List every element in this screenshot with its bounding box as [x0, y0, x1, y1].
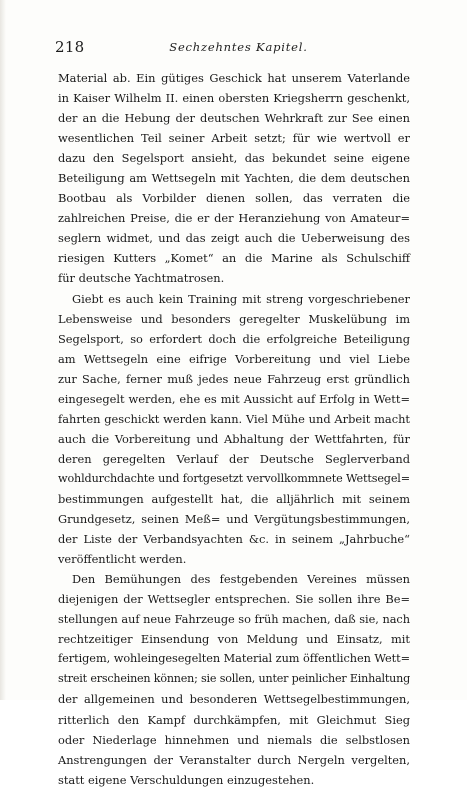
page-number: 218	[55, 38, 85, 56]
text-line: Grundgesetz, seinen Meß= und Vergütungsbestimmungen,	[58, 512, 410, 527]
text-line: fertigem, wohleingesegelten Material zum öffentlichen Wett=	[58, 652, 410, 666]
body-text	[58, 68, 410, 790]
text-line: der Liste der Verbandsyachten &c. in seinem „Jahrbuche“	[58, 532, 410, 547]
text-line: Segelsport, so erfordert doch die erfolgreiche Beteiligung	[58, 331, 410, 346]
text-line: Beteiligung am Wettsegeln mit Yachten, die dem deutschen	[58, 171, 410, 186]
text-line: statt eigene Verschuldungen einzugestehen.	[58, 772, 315, 787]
text-line: dazu den Segelsport ansieht, das bekundet seine eigene	[58, 151, 410, 166]
paragraph	[58, 569, 410, 790]
text-line: Lebensweise und besonders geregelter Muskelübung im	[58, 311, 410, 326]
text-line: stellungen auf neue Fahrzeuge so früh machen, daß sie, nach	[58, 612, 410, 627]
text-line: bestimmungen aufgestellt hat, die alljährlich mit seinem	[58, 491, 410, 506]
text-line: ritterlich den Kampf durchkämpfen, mit Gleichmut Sieg	[58, 712, 410, 727]
text-line: wohldurchdachte und fortgesetzt vervollkommnete Wettsegel=	[58, 471, 410, 485]
text-line: Material ab. Ein gütiges Geschick hat unserem Vaterlande	[58, 71, 410, 85]
text-line: der allgemeinen und besonderen Wettsegelbestimmungen,	[58, 692, 410, 707]
text-line: diejenigen der Wettsegler entsprechen. Sie sollen ihre Be=	[58, 592, 410, 607]
text-line: Den Bemühungen des festgebenden Vereines müssen	[72, 572, 410, 587]
text-line: auch die Vorbereitung und Abhaltung der Wettfahrten, für	[58, 431, 410, 446]
text-line: zahlreichen Preise, die er der Heranziehung von Amateur=	[58, 211, 410, 226]
text-line: Anstrengungen der Veranstalter durch Nergeln vergelten,	[58, 752, 410, 767]
text-line: rechtzeitiger Einsendung von Meldung und Einsatz, mit	[58, 632, 410, 647]
running-title: Sechzehntes Kapitel.	[169, 40, 308, 54]
text-line: zur Sache, ferner muß jedes neue Fahrzeug erst gründlich	[58, 371, 410, 386]
text-line: am Wettsegeln eine eifrige Vorbereitung und viel Liebe	[58, 351, 410, 366]
page-header	[55, 38, 422, 58]
paragraph	[58, 289, 410, 570]
text-line: für deutsche Yachtmatrosen.	[58, 271, 225, 286]
text-line: in Kaiser Wilhelm II. einen obersten Kriegsherrn geschenkt,	[58, 91, 410, 106]
text-line: veröffentlicht werden.	[58, 552, 187, 567]
paragraph	[58, 68, 410, 289]
text-line: eingesegelt werden, ehe es mit Aussicht auf Erfolg in Wett=	[58, 391, 410, 406]
text-line: wesentlichen Teil seiner Arbeit setzt; für wie wertvoll er	[58, 131, 410, 146]
text-line: der an die Hebung der deutschen Wehrkraft zur See einen	[58, 111, 410, 126]
text-line: Bootbau als Vorbilder dienen sollen, das verraten die	[58, 191, 410, 206]
page-gutter-shadow	[0, 0, 6, 700]
text-line: fahrten geschickt werden kann. Viel Mühe und Arbeit macht	[58, 411, 410, 426]
text-line: Giebt es auch kein Training mit streng vorgeschriebener	[72, 291, 410, 306]
text-line: deren geregelten Verlauf der Deutsche Seglerverband	[58, 451, 410, 466]
text-line: streit erscheinen können; sie sollen, unter peinlicher Einhaltung	[58, 672, 410, 686]
text-line: oder Niederlage hinnehmen und niemals die selbstlosen	[58, 732, 410, 747]
text-line: riesigen Kutters „Komet“ an die Marine als Schulschiff	[58, 251, 410, 266]
text-line: seglern widmet, und das zeigt auch die Ueberweisung des	[58, 231, 410, 246]
